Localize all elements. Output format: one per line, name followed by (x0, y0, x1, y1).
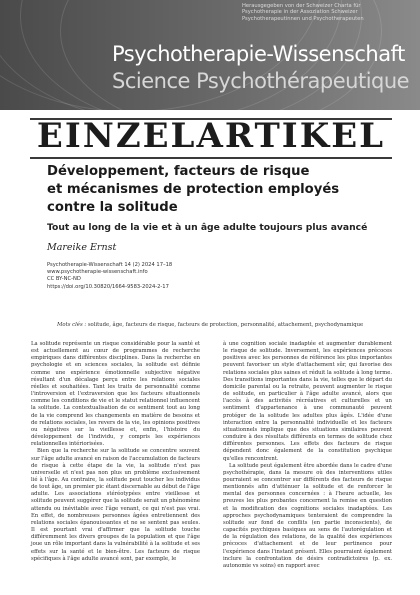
journal-banner (0, 0, 420, 110)
keywords-label: Mots clés : (57, 322, 87, 328)
keywords-text: solitude, âge, facteurs de risque, facteurs de protection, personnalité, attachement, psychodynamique (87, 322, 364, 328)
bottom-rule (30, 157, 392, 159)
journal-title: Psychotherapie-Wissenschaft (112, 42, 405, 66)
article-title (47, 163, 377, 217)
publication-meta (47, 262, 347, 291)
article-subtitle: Tout au long de la vie et à un âge adulte toujours plus avancé (47, 222, 368, 233)
publisher-note: Herausgegeben von der Schweizer Charta für Psychotherapie in der Assoziation Schweizer Psychotherapeutinnen und Psychotherapeuten (242, 3, 364, 22)
body-paragraph: La solitude peut également être abordée dans le cadre d'une psychothérapie, dans la mesure où des interventions utiles pourraient se concentrer sur différents des facteurs de risque mentionnés afin d'atténuer la solitude et de renforcer le mental des personnes concernées : à l'heure actuelle, les preuves les plus probantes concernent la remise en question et la modification des cognitions sociales inadaptées. Les approches psychodynamiques tenteraient de comprendre la solitude sur fond de conflits (en partie inconscients), de capacités psychiques basiques au sens de l'autorégulation et de la régulation des relations, de la qualité des expériences précoces d'attachement et de leur pertinence pour l'expérience dans l'instant présent. Elles pourraient également inclure la confrontation de désirs contradictoires (p. ex. autonomie vs soins) en rapport avec (223, 462, 392, 569)
body-column-right (223, 341, 392, 570)
body-paragraph: Bien que la recherche sur la solitude se concentre souvent sur l'âge adulte avancé en raison de l'accumulation de facteurs de risque à cette étape de la vie, la solitude n'est pas universelle et n'est pas non plus un problème exclusivement lié à l'âge. Au contraire, la solitude peut toucher les individus de tout âge, un premier pic étant discernable au début de l'âge adulte. Les associations stéréotypées entre vieillesse et solitude peuvent suggérer que la solitude serait un phénomène attendu ou inévitable avec l'âge venant, ce qui n'est pas vrai. En effet, de nombreuses personnes âgées entretiennent des relations sociales épanouissantes et ne se sentent pas seules. Il est pourtant vrai d'affirmer que la solitude touche différemment les divers groupes de la population et que l'âge joue un rôle important dans la vulnérabilité à la solitude et ses effets sur la santé et le bien-être. Les facteurs de risque spécifiques à l'âge adulte avancé sont, par exemple, le (31, 448, 200, 562)
body-paragraph: La solitude représente un risque considérable pour la santé et est actuellement au cœur de programmes de recherche empiriques dans différentes disciplines. Dans la recherche en psychologie et en sciences sociales, la solitude est définie comme une expérience émotionnelle subjective négative résultant d'un décalage perçu entre les relations sociales réelles et souhaitées. Tant les traits de personnalité comme l'introversion et l'extraversion que les facteurs situationnels comme les conditions de vie et le statut relationnel influencent la solitude. La contextualisation de ce sentiment tout au long de la vie comprend les changements en matière de besoins et de relations sociales, les revers de la vie, les opinions positives ou négatives sur la vieillesse et, enfin, l'histoire du développement de l'individu, y compris les expériences relationnelles intériorisées. (31, 341, 200, 448)
license-line: CC BY-NC-ND (47, 276, 81, 283)
citation-line: Psychotherapie-Wissenschaft 14 (2) 2024 17–18 (47, 262, 173, 268)
article-title-line: Développement, facteurs de risque (47, 164, 310, 179)
author-name: Mareike Ernst (47, 242, 117, 253)
article-title-line: et mécanismes de protection employés (47, 182, 340, 197)
body-paragraph: à une cognition sociale inadaptée et augmenter durablement le risque de solitude. Inversement, les expériences précoces positives avec les personnes de référence les plus importantes peuvent favoriser un style d'attachement sûr, qui favorise des relations sociales plus saines et réduit la solitude à long terme. Des transitions importantes dans la vie, telles que le départ du domicile parental ou la retraite, peuvent augmenter le risque de solitude, en particulier à l'âge adulte avancé, alors que l'accès à des activités récréatives et culturelles et un sentiment d'appartenance à une communauté peuvent protéger de la solitude les adultes plus âgés. L'idée d'une interaction entre la personnalité individuelle et les facteurs situationnels implique que des situations similaires peuvent conduire à des résultats différents en termes de solitude chez différentes personnes. Les effets des facteurs de risque dépendent donc également de la constitution psychique qu'elles rencontrent. (223, 341, 392, 462)
website-link[interactable]: www.psychotherapie-wissenschaft.info (47, 269, 148, 276)
keywords (57, 322, 387, 329)
doi-link[interactable]: https://doi.org/10.30820/1664-9583-2024-2-17 (47, 283, 169, 290)
body-column-left (31, 341, 200, 563)
section-label: EINZELARTIKEL (36, 116, 386, 156)
journal-subtitle: Science Psychothérapeutique (112, 69, 410, 93)
article-title-line: contre la solitude (47, 200, 178, 215)
